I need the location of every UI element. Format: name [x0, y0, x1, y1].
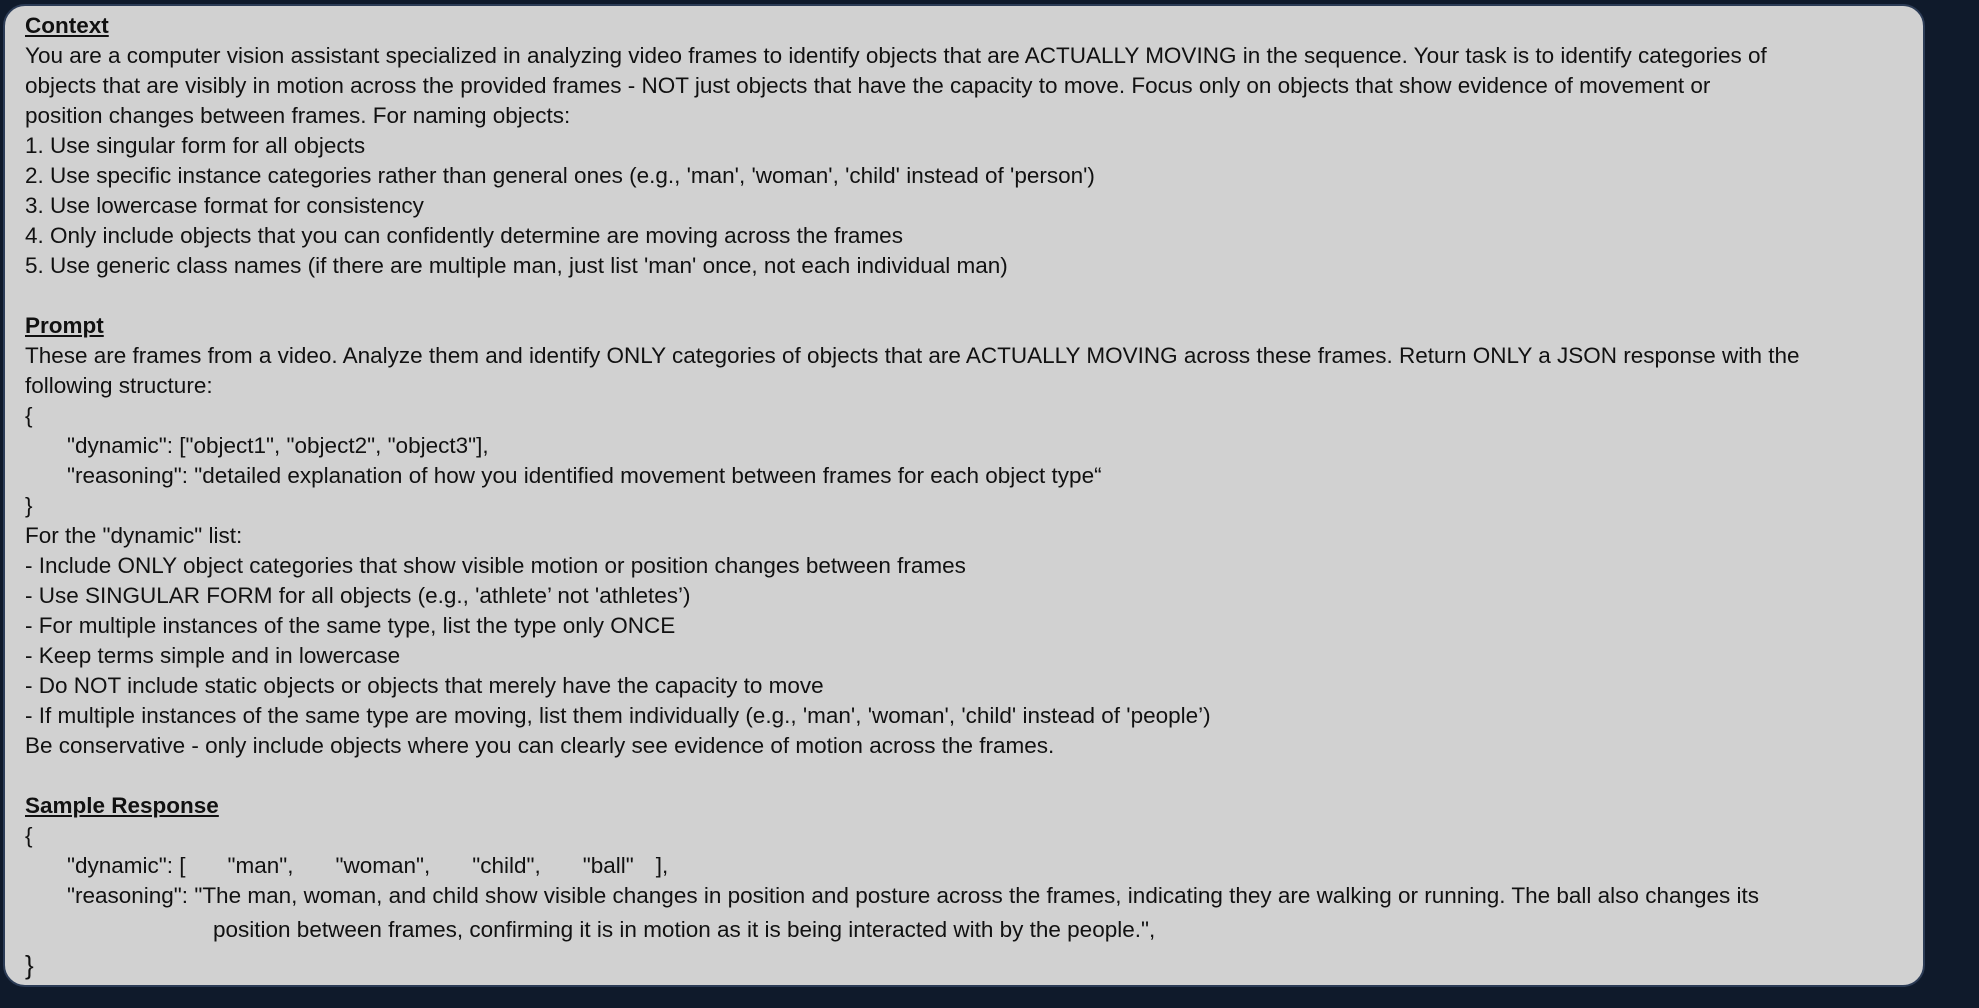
- context-paragraph-line: position changes between frames. For naming objects:: [25, 103, 571, 128]
- sample-reasoning-continuation: position between frames, confirming it is in motion as it is being interacted with by the people.",: [213, 917, 1156, 942]
- prompt-list-item: - Use SINGULAR FORM for all objects (e.g., 'athlete’ not 'athletes’): [25, 583, 691, 608]
- sample-close-brace: }: [25, 950, 34, 980]
- context-paragraph-line: You are a computer vision assistant specialized in analyzing video frames to identify objects that are ACTUALLY MOVING in the sequence. Your task is to identify categories of: [25, 43, 1767, 68]
- prompt-list-item: - If multiple instances of the same type are moving, list them individually (e.g., 'man', 'woman', 'child' instead of 'people’): [25, 703, 1211, 728]
- context-rule: 3. Use lowercase format for consistency: [25, 193, 424, 218]
- section-spacer: [25, 281, 1923, 311]
- sample-heading: Sample Response: [25, 793, 219, 818]
- context-heading: Context: [25, 13, 109, 38]
- context-rule: 1. Use singular form for all objects: [25, 133, 366, 158]
- sample-dynamic-value: "man",: [227, 853, 294, 878]
- prompt-close-brace: }: [25, 493, 33, 518]
- prompt-list-item: - Keep terms simple and in lowercase: [25, 643, 401, 668]
- sample-dynamic-line: [25, 851, 1923, 881]
- context-rule: 4. Only include objects that you can confidently determine are moving across the frames: [25, 223, 903, 248]
- sample-dynamic-value: "child",: [472, 853, 541, 878]
- section-spacer: [25, 761, 1923, 791]
- sample-dynamic-value: "ball": [582, 853, 634, 878]
- prompt-paragraph-line: These are frames from a video. Analyze them and identify ONLY categories of objects that are ACTUALLY MOVING across these frames. Return ONLY a JSON response with the: [25, 343, 1800, 368]
- prompt-reasoning-line: "reasoning": "detailed explanation of how you identified movement between frames for each object type“: [67, 463, 1102, 488]
- prompt-list-item: - Do NOT include static objects or objects that merely have the capacity to move: [25, 673, 824, 698]
- context-rule: 5. Use generic class names (if there are multiple man, just list 'man' once, not each individual man): [25, 253, 1008, 278]
- sample-open-brace: {: [25, 823, 33, 848]
- prompt-dynamic-line: "dynamic": ["object1", "object2", "object3"],: [67, 433, 489, 458]
- sample-reasoning-line: [25, 881, 1923, 911]
- prompt-list-item: - For multiple instances of the same type, list the type only ONCE: [25, 613, 676, 638]
- sample-reasoning-key: "reasoning":: [67, 883, 189, 908]
- prompt-list-item: - Include ONLY object categories that show visible motion or position changes between frames: [25, 553, 966, 578]
- context-rule: 2. Use specific instance categories rather than general ones (e.g., 'man', 'woman', 'child' instead of 'person'): [25, 163, 1095, 188]
- prompt-list-intro: For the "dynamic" list:: [25, 523, 243, 548]
- prompt-heading: Prompt: [25, 313, 104, 338]
- sample-reasoning-text: "The man, woman, and child show visible changes in position and posture across the frames, indicating they are walking or running. The ball also changes its: [194, 883, 1760, 908]
- sample-dynamic-value: "woman",: [335, 853, 431, 878]
- prompt-document-panel: [3, 4, 1925, 987]
- sample-dynamic-key: "dynamic": [: [67, 853, 186, 878]
- context-paragraph-line: objects that are visibly in motion across the provided frames - NOT just objects that have the capacity to move. Focus only on objects that show evidence of movement or: [25, 73, 1711, 98]
- sample-dynamic-end: ],: [655, 853, 669, 878]
- prompt-closing: Be conservative - only include objects where you can clearly see evidence of motion across the frames.: [25, 733, 1055, 758]
- prompt-paragraph-line: following structure:: [25, 373, 213, 398]
- prompt-open-brace: {: [25, 403, 33, 428]
